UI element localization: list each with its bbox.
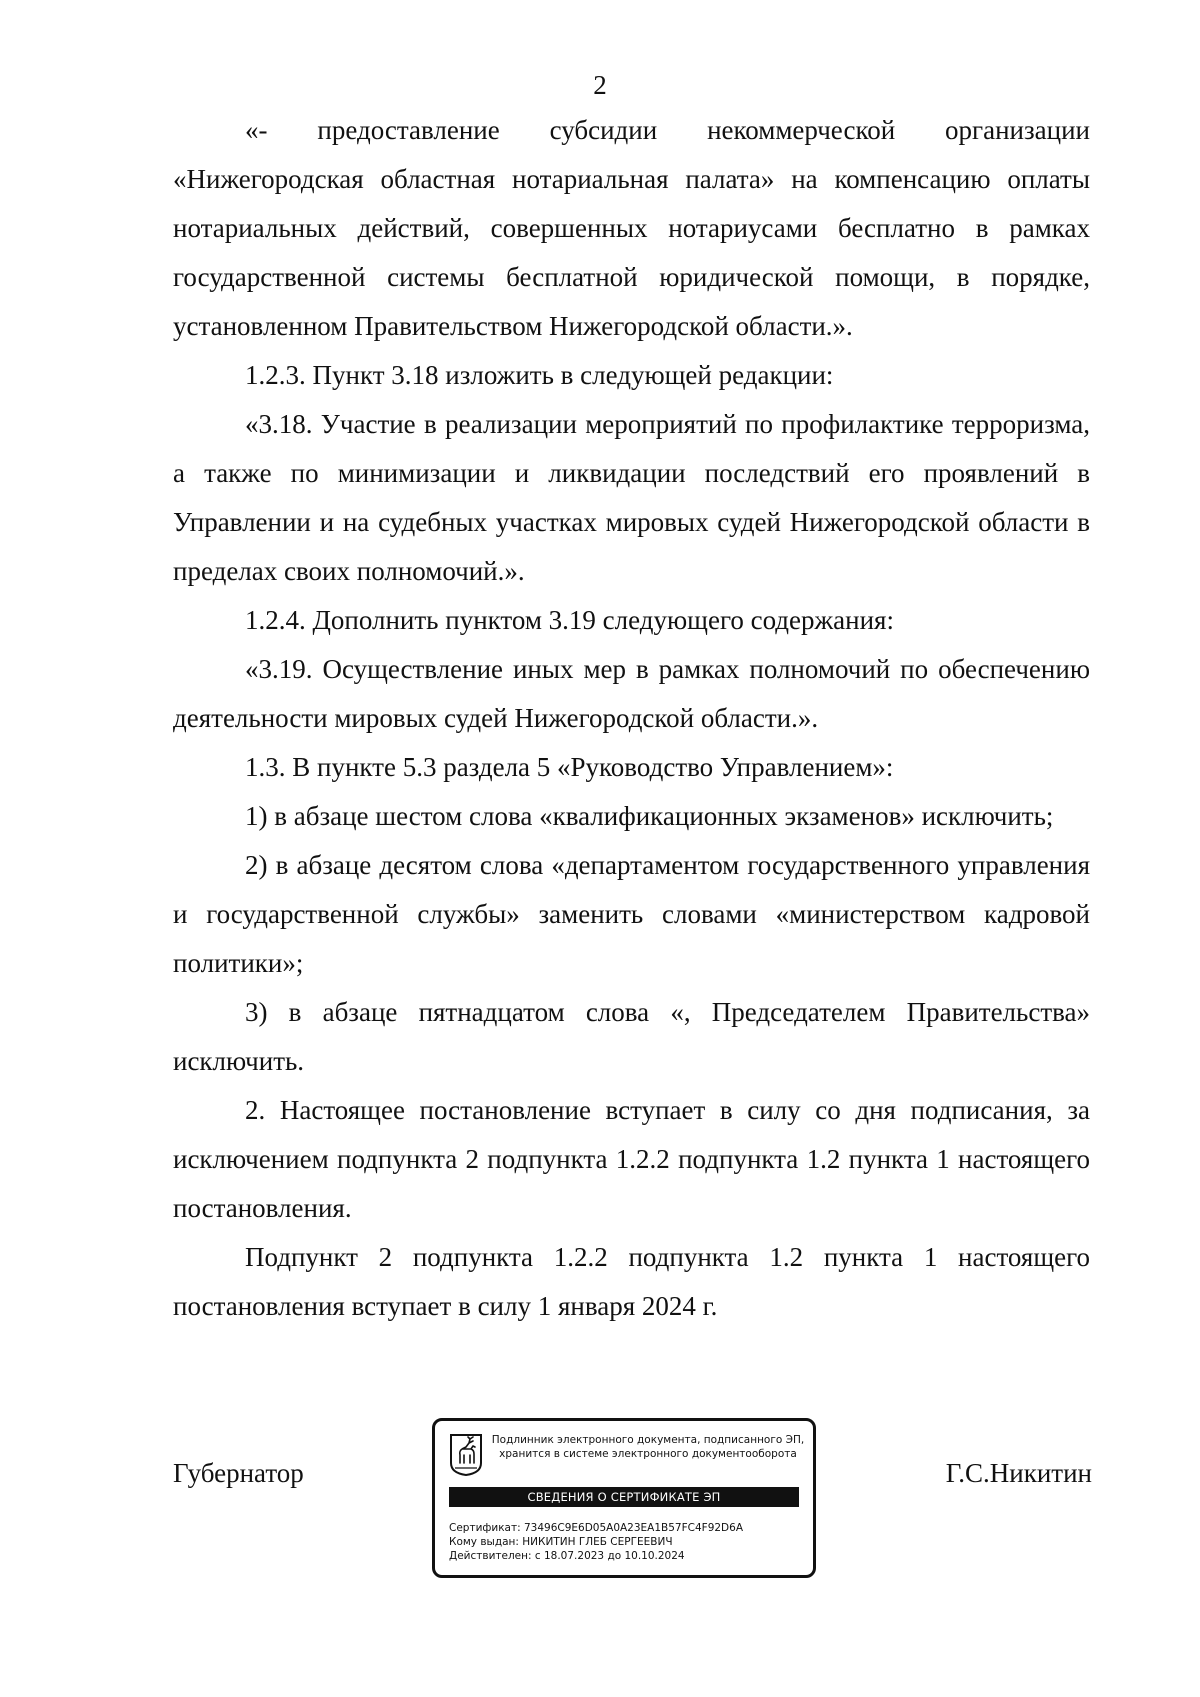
signer-name: Г.С.Никитин xyxy=(945,1458,1092,1488)
paragraph-2-effective: 2. Настоящее постановление вступает в силу со дня подписания, за исключением подпункта 2 подпункта 1.2.2 подпункта 1.2 пункта 1 настоящего постановления. xyxy=(173,1095,1090,1223)
paragraph-item-2: 2) в абзаце десятом слова «департаментом государственного управления и государственной службы» заменить словами «министерством кадровой политики»; xyxy=(173,850,1090,978)
stamp-header-line-1: Подлинник электронного документа, подписанного ЭП, xyxy=(491,1434,805,1446)
document-body xyxy=(173,106,1090,1331)
paragraph-1-3: 1.3. В пункте 5.3 раздела 5 «Руководство Управлением»: xyxy=(245,752,894,782)
paragraph-3-18: «3.18. Участие в реализации мероприятий по профилактике терроризма, а также по минимизации и ликвидации последствий его проявлений в Управлении и на судебных участках мировых судей Нижегородской области в пределах своих полномочий.». xyxy=(173,409,1090,586)
electronic-signature-stamp xyxy=(432,1418,816,1578)
paragraph-item-1: 1) в абзаце шестом слова «квалификационных экзаменов» исключить; xyxy=(245,801,1054,831)
stamp-header xyxy=(487,1433,809,1461)
deer-emblem-icon xyxy=(449,1433,483,1477)
stamp-issued-to: Кому выдан: НИКИТИН ГЛЕБ СЕРГЕЕВИЧ xyxy=(449,1536,673,1548)
paragraph-item-3: 3) в абзаце пятнадцатом слова «, Председателем Правительства» исключить. xyxy=(173,997,1090,1076)
signer-position: Губернатор xyxy=(173,1458,304,1488)
paragraph-subsidy-clause: «- предоставление субсидии некоммерческой организации «Нижегородская областная нотариальная палата» на компенсацию оплаты нотариальных действий, совершенных нотариусами бесплатно в рамках государственной системы бесплатной юридической помощи, в порядке, установленном Правительством Нижегородской области.». xyxy=(173,115,1090,341)
stamp-header-line-2: хранится в системе электронного документооборота xyxy=(499,1448,797,1460)
paragraph-1-2-3: 1.2.3. Пункт 3.18 изложить в следующей редакции: xyxy=(245,360,834,390)
stamp-certificate-title: СВЕДЕНИЯ О СЕРТИФИКАТЕ ЭП xyxy=(449,1487,799,1507)
stamp-certificate-id: Сертификат: 73496C9E6D05A0A23EA1B57FC4F92D6A xyxy=(449,1522,744,1534)
stamp-valid-period: Действителен: с 18.07.2023 до 10.10.2024 xyxy=(449,1550,685,1562)
paragraph-effective-date: Подпункт 2 подпункта 1.2.2 подпункта 1.2 пункта 1 настоящего постановления вступает в силу 1 января 2024 г. xyxy=(173,1242,1090,1321)
stamp-certificate-details xyxy=(449,1521,809,1563)
paragraph-1-2-4: 1.2.4. Дополнить пунктом 3.19 следующего содержания: xyxy=(245,605,894,635)
paragraph-3-19: «3.19. Осуществление иных мер в рамках полномочий по обеспечению деятельности мировых судей Нижегородской области.». xyxy=(173,654,1090,733)
page-number: 2 xyxy=(593,70,607,100)
